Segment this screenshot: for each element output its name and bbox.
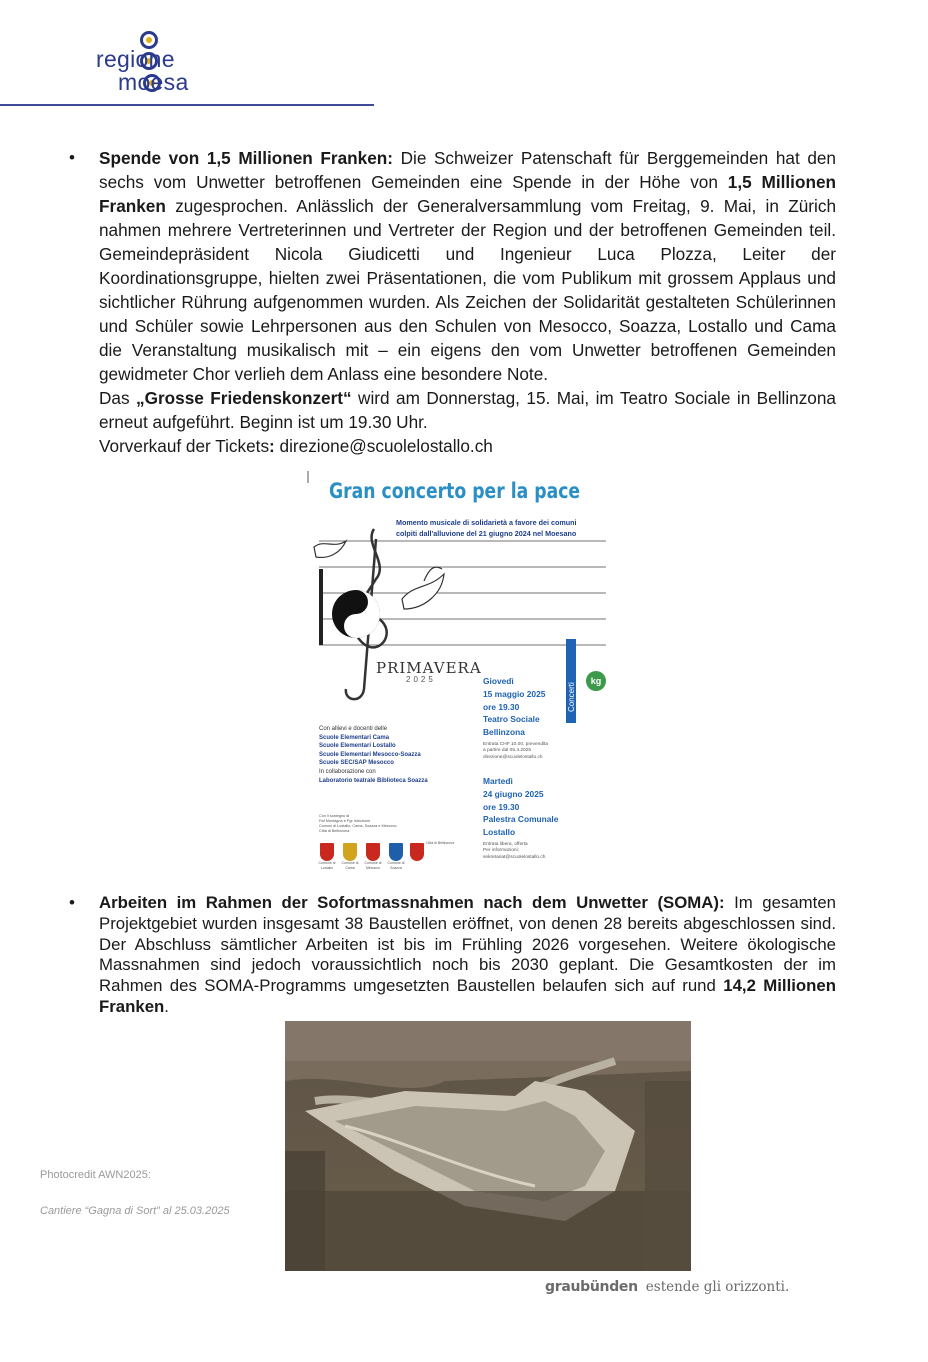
sponsor-line: Pat Montagna e Pgr Istruzione <box>319 819 371 823</box>
poster-sponsors <box>319 814 397 834</box>
soma-lead: Arbeiten im Rahmen der Sofortmassnahmen nach dem Unwetter (SOMA): <box>99 893 725 912</box>
event-1-city: Bellinzona <box>483 727 525 738</box>
event-2-note-line: Per informazioni: <box>483 848 519 854</box>
sponsor-line: Comuni di Lostallo, Cama, Soazza e Mesocco <box>319 824 397 828</box>
soma-paragraph <box>99 893 836 1018</box>
school-item: Scuole Elementari Lostallo <box>319 743 396 750</box>
crest-label: Comune di Lostallo <box>318 861 336 870</box>
poster-primavera: PRIMAVERA <box>376 659 482 677</box>
concert-text-2: wird am Donnerstag, 15. Mai, im Teatro Sociale in Bellinzona erneut aufgeführt. Beginn ist um 19.30 Uhr. <box>99 388 836 432</box>
school-item: Scuole SEC/SAP Mesocco <box>319 760 394 767</box>
logo-word-moesa: moesa <box>118 69 189 95</box>
graubuenden-tagline: estende gli orizzonti. <box>645 1279 790 1295</box>
tickets-paragraph <box>99 434 836 458</box>
crest-label: Comune di Cama <box>341 861 359 870</box>
concert-poster <box>304 469 612 883</box>
donation-paragraph <box>99 146 836 386</box>
soma-text-1: Im gesamten Projektgebiet wurden insgesamt 38 Baustellen eröffnet, von denen 28 bereits abgeschlossen sind. Der Abschluss sämtlicher Arbeiten ist bis im Frühling 2026 vorgesehen. Weitere ökologische Massnahmen sind jedoch voraussichtlich noch bis 2030 geplant. Die Gesamtkosten der im Rahmen des SOMA-Programms umgesetzten Baustellen belaufen sich auf rund <box>99 893 836 996</box>
donation-lead: Spende von 1,5 Millionen Franken: <box>99 148 393 168</box>
school-item: Scuole Elementari Mesocco-Soazza <box>319 751 421 758</box>
bullet-icon: • <box>69 148 75 167</box>
poster-title: Gran concerto per la pace <box>329 479 581 503</box>
construction-site-photo <box>285 1021 691 1271</box>
tickets-email[interactable]: direzione@scuolelostallo.ch <box>274 436 493 456</box>
event-2-note-line: sekretariat@scuolelostallo.ch <box>483 854 546 860</box>
concert-text-1: Das <box>99 388 136 408</box>
crest-label: Comune di Soazza <box>387 861 405 870</box>
crest-mesocco-icon <box>366 843 380 861</box>
donation-amount: 1,5 Millionen Franken <box>99 172 836 216</box>
kg-logo-icon: kg <box>586 671 606 691</box>
bullet-soma <box>69 893 836 1018</box>
event-1-day: Giovedì <box>483 676 514 686</box>
donation-text-1: Die Schweizer Patenschaft für Berggemeinden hat den sechs vom Unwetter betroffenen Gemeinden eine Spende in der Höhe von <box>99 148 836 192</box>
event-1 <box>483 675 545 739</box>
school-item: Scuole Elementari Cama <box>319 734 390 741</box>
poster-subtitle: Momento musicale di solidarietà a favore dei comuni colpiti dall'alluvione del 21 giugno 2024 nel Moesano <box>396 518 577 538</box>
soma-text-2: . <box>164 996 169 1016</box>
event-2-date: 24 giugno 2025 <box>483 788 544 799</box>
bullet-donation <box>69 146 836 458</box>
event-2-note <box>483 842 545 861</box>
photo-caption: Cantiere “Gagna di Sort” al 25.03.2025 <box>40 1205 230 1217</box>
graubuenden-logo <box>545 1279 789 1295</box>
event-1-note-line: Entrata CHF 10.00, prevendita <box>483 742 549 747</box>
crest-cama-icon <box>343 843 357 861</box>
collab-intro: In collaborazione con <box>319 768 376 775</box>
crest-label: Città di Bellinzona <box>426 841 455 845</box>
header-divider <box>0 104 374 106</box>
poster-participants <box>319 725 428 785</box>
event-1-date: 15 maggio 2025 <box>483 688 546 699</box>
tickets-colon: : <box>269 436 275 456</box>
event-2-city: Lostallo <box>483 827 516 838</box>
poster-concerti-label: Concerti <box>567 682 576 712</box>
crest-lostallo-icon <box>320 843 334 861</box>
collab-name: Laboratorio teatrale Biblioteca Soazza <box>319 777 428 784</box>
crest-bellinzona-icon <box>410 843 424 861</box>
crest-label: Comune di Mesocco <box>364 861 382 870</box>
sponsor-line: Città di Bellinzona <box>319 829 350 833</box>
concert-paragraph <box>99 386 836 434</box>
event-2 <box>483 775 558 839</box>
donation-text-2: zugesprochen. Anlässlich der Generalversammlung vom Freitag, 9. Mai, in Zürich nahmen mehrere Vertreterinnen und Vertreter der Region und der betroffenen Gemeinden teil. Gemeindepräsident Nicola Giudicetti und Ingenieur Luca Plozza, Leiter der Koordinationsgruppe, hielten zwei Präsentationen, die vom Publikum mit grossem Applaus und sichtlicher Rührung aufgenommen wurden. Als Zeichen der Solidarität gestalteten Schülerinnen und Schüler sowie Lehrpersonen aus den Schulen von Mesocco, Soazza, Lostallo und Cama die Veranstaltung musikalisch mit – ein eigens den vom Unwetter betroffenen Gemeinden gewidmeter Chor verlieh dem Anlass eine besondere Note. <box>99 196 836 384</box>
event-1-time: ore 19.30 <box>483 701 520 712</box>
event-1-venue: Teatro Sociale <box>483 714 540 725</box>
aerial-photo-artwork <box>285 1021 691 1271</box>
event-2-venue: Palestra Comunale <box>483 814 559 825</box>
participants-intro: Con allievi e docenti delle <box>319 726 388 732</box>
event-2-note-line: Entrata libera, offerta <box>483 842 528 847</box>
event-1-note-line: direzione@scuolelostallo.ch <box>483 754 543 760</box>
photo-credit: Photocredit AWN2025: <box>40 1169 151 1181</box>
crest-soazza-icon <box>389 843 403 861</box>
poster-year: 2025 <box>406 675 436 684</box>
sponsor-line: Con il sostegno di <box>319 814 350 818</box>
event-2-time: ore 19.30 <box>483 801 520 812</box>
regione-moesa-logo <box>96 30 216 100</box>
graubuenden-wordmark: graubünden <box>545 1279 638 1295</box>
soma-cost: 14,2 Millionen Franken <box>99 976 836 1016</box>
logo-word-regione: regione <box>96 46 175 72</box>
concert-title: „Grosse Friedenskonzert“ <box>136 388 352 408</box>
bullet-icon: • <box>69 893 75 912</box>
event-1-note <box>483 742 548 761</box>
event-2-day: Martedì <box>483 776 513 786</box>
event-1-note-line: a partire dal 05.4.2025 <box>483 748 532 754</box>
tickets-label: Vorverkauf der Tickets <box>99 436 270 456</box>
